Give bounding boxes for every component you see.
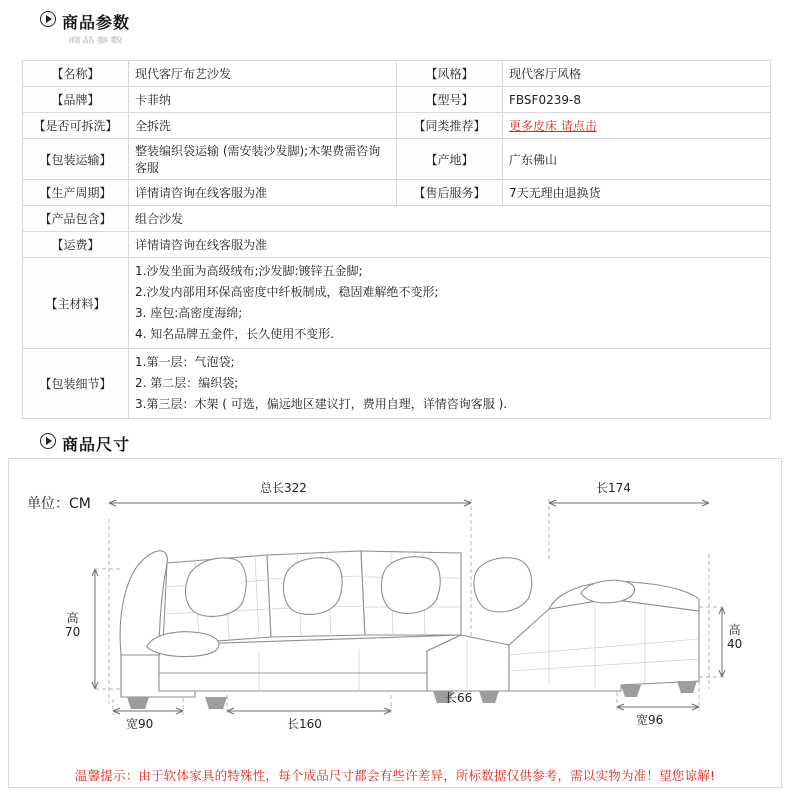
list-item: 2.沙发内部用环保高密度中纤板制成，稳固难解绝不变形; xyxy=(135,285,439,299)
table-row-package-detail xyxy=(23,349,771,419)
param-label: 【售后服务】 xyxy=(397,180,503,206)
play-triangle-icon xyxy=(40,433,56,449)
table-row xyxy=(23,61,771,87)
dimension-total-length: 总长322 xyxy=(260,481,307,495)
play-triangle-icon xyxy=(40,11,56,27)
param-label: 【包装运输】 xyxy=(23,139,129,180)
table-row xyxy=(23,87,771,113)
param-value: 全拆洗 xyxy=(129,113,397,139)
param-value: FBSF0239-8 xyxy=(503,87,771,113)
table-row xyxy=(23,232,771,258)
dimension-height-right: 高 40 xyxy=(727,623,743,651)
section-title-params: 商品参数 xyxy=(62,12,131,32)
param-label: 【包装细节】 xyxy=(23,349,129,419)
dimension-seat-length: 长160 xyxy=(287,717,322,731)
param-label: 【是否可拆洗】 xyxy=(23,113,129,139)
param-value: 整装编织袋运输 (需安装沙发脚);木架费需咨询客服 xyxy=(129,139,397,180)
list-item: 3. 座包:高密度海绵; xyxy=(135,306,243,320)
param-value: 7天无理由退换货 xyxy=(503,180,771,206)
table-row-main-material xyxy=(23,258,771,349)
table-row xyxy=(23,139,771,180)
dimension-width-left: 宽90 xyxy=(126,717,154,731)
section-header-size xyxy=(0,430,790,456)
section-title-params-shadow: 商品参数 xyxy=(68,36,125,45)
param-value: 详情请咨询在线客服为准 xyxy=(129,180,397,206)
unit-label: 单位：CM xyxy=(27,496,91,512)
recommend-link-cell[interactable] xyxy=(503,113,771,139)
section-header-params xyxy=(0,8,790,45)
dimension-mid-length: 长66 xyxy=(445,691,473,705)
sofa-line-drawing xyxy=(9,459,783,789)
table-row xyxy=(23,180,771,206)
param-value: 详情请咨询在线客服为准 xyxy=(129,232,771,258)
param-label: 【生产周期】 xyxy=(23,180,129,206)
param-label: 【运费】 xyxy=(23,232,129,258)
product-dimension-diagram xyxy=(8,458,782,788)
param-label: 【品牌】 xyxy=(23,87,129,113)
table-row xyxy=(23,113,771,139)
main-material-list xyxy=(129,258,771,349)
param-label: 【产品包含】 xyxy=(23,206,129,232)
param-label: 【型号】 xyxy=(397,87,503,113)
product-parameters-table xyxy=(22,60,770,419)
list-item: 2. 第二层：编织袋; xyxy=(135,376,239,390)
param-value: 卡菲纳 xyxy=(129,87,397,113)
table-row xyxy=(23,206,771,232)
param-label: 【主材料】 xyxy=(23,258,129,349)
dimension-chaise-length: 长174 xyxy=(596,481,631,495)
section-title-size: 商品尺寸 xyxy=(62,434,131,454)
param-label: 【产地】 xyxy=(397,139,503,180)
param-label: 【风格】 xyxy=(397,61,503,87)
param-label: 【同类推荐】 xyxy=(397,113,503,139)
package-detail-list xyxy=(129,349,771,419)
dimension-height-left: 高 70 xyxy=(65,611,81,639)
more-beds-link[interactable]: 更多皮床 请点击 xyxy=(509,119,597,133)
param-value: 广东佛山 xyxy=(503,139,771,180)
list-item: 3.第三层：木架 ( 可选，偏远地区建议打，费用自理，详情咨询客服 ). xyxy=(135,397,508,411)
param-value: 现代客厅风格 xyxy=(503,61,771,87)
list-item: 1.第一层：气泡袋; xyxy=(135,355,235,369)
param-label: 【名称】 xyxy=(23,61,129,87)
dimension-width-right: 宽96 xyxy=(636,713,664,727)
list-item: 1.沙发坐面为高级绒布;沙发脚:镀锌五金脚; xyxy=(135,264,363,278)
param-value: 组合沙发 xyxy=(129,206,771,232)
list-item: 4. 知名品牌五金件，长久使用不变形. xyxy=(135,327,335,341)
param-value: 现代客厅布艺沙发 xyxy=(129,61,397,87)
warm-tip-text: 温馨提示：由于软体家具的特殊性，每个成品尺寸都会有些许差异，所标数据仅供参考，需以实物为准！望您谅解! xyxy=(74,768,716,783)
